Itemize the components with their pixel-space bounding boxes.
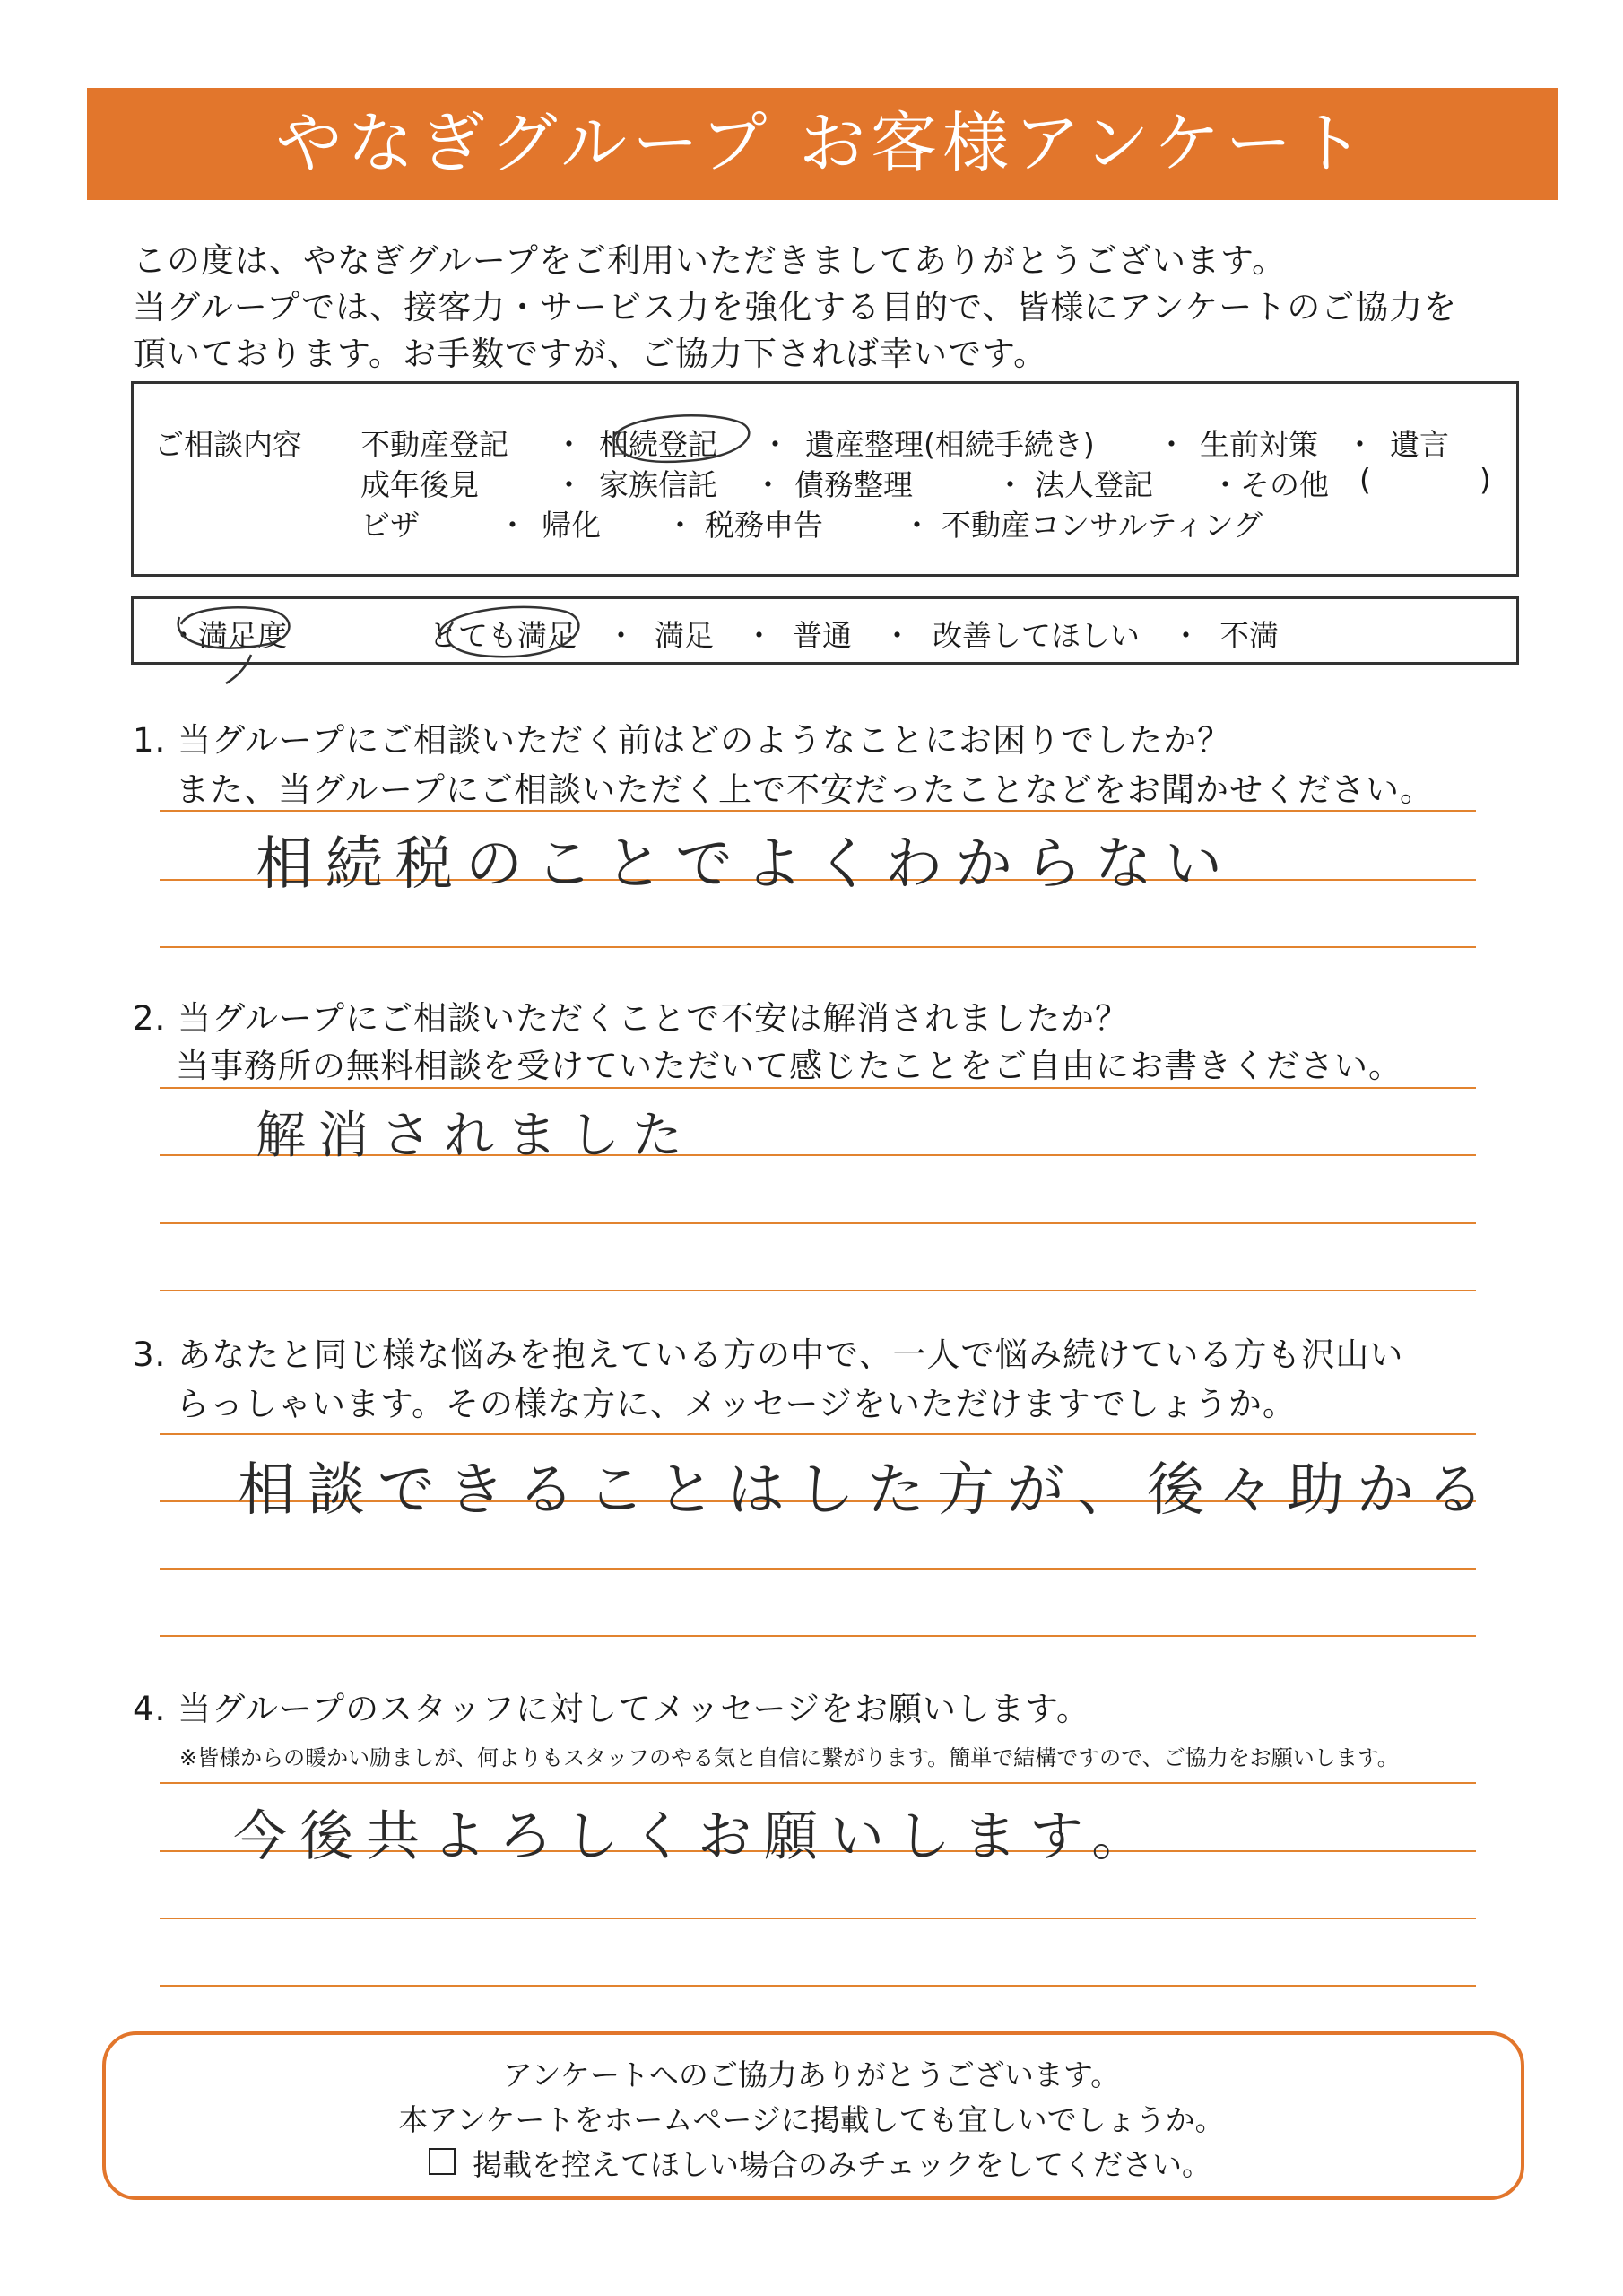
footer-permission-question: 本アンケートをホームページに掲載しても宜しいでしょうか。 [398,2102,1225,2137]
answer-rule [160,946,1476,948]
answer-2-handwriting: 解消されました [256,1107,695,1165]
question-4-line-1: 4. 当グループのスタッフに対してメッセージをお願いします。 [133,1690,1090,1728]
opt-out-checkbox-label: 掲載を控えてほしい場合のみチェックをしてください。 [473,2147,1212,2182]
answer-rule [160,1568,1476,1570]
question-1-line-1: 1. 当グループにご相談いただく前はどのようなことにお困りでしたか？ [133,721,1232,760]
option-inheritance-registration[interactable]: 相続登記 [599,427,717,462]
option-real-estate-consulting[interactable]: 不動産コンサルティング [942,508,1263,543]
option-tax-filing[interactable]: 税務申告 [705,508,823,543]
answer-rule [160,1635,1476,1637]
answer-3-handwriting: 相談できることはした方が、後々助かる [238,1457,1497,1524]
option-real-estate-registration[interactable]: 不動産登記 [360,427,508,462]
selected-consultation-circle [587,402,767,474]
footer-thanks: アンケートへのご協力ありがとうございます。 [502,2057,1121,2092]
option-naturalization[interactable]: 帰化 [542,508,601,543]
intro-line-1: この度は、やなぎグループをご利用いただきましてありがとうございます。 [133,241,1287,280]
answer-rule [160,1222,1476,1224]
answer-rule [160,1433,1476,1435]
question-4-note: ※皆様からの暖かい励ましが、何よりもスタッフのやる気と自信に繋がります。簡単で結構ですので、ご協力をお願いします。 [179,1745,1399,1770]
option-debt-consolidation[interactable]: 債務整理 [794,467,913,502]
answer-rule [160,1087,1476,1089]
answer-rule [160,1918,1476,1919]
question-3-line-1: 3. あなたと同じ様な悩みを抱えている方の中で、一人で悩み続けている方も沢山い [133,1335,1404,1374]
opt-out-checkbox[interactable] [429,2148,456,2175]
satisfaction-label: ・満足度 [169,618,287,653]
answer-1-handwriting: 相続税のことでよくわからない [256,831,1235,898]
option-visa[interactable]: ビザ [360,508,420,543]
survey-title: やなぎグループ お客様アンケート [87,88,1558,200]
rating-dissatisfied[interactable]: 不満 [1219,618,1279,653]
intro-line-2: 当グループでは、接客力・サービス力を強化する目的で、皆様にアンケートのご協力を [133,288,1458,326]
question-3-line-2: らっしゃいます。その様な方に、メッセージをいただけますでしょうか。 [176,1385,1297,1423]
question-2-line-2: 当事務所の無料相談を受けていただいて感じたことをご自由にお書きください。 [176,1047,1402,1085]
option-family-trust[interactable]: 家族信託 [599,467,717,502]
option-will[interactable]: 遺言 [1390,427,1449,462]
answer-rule [160,1290,1476,1292]
rating-very-satisfied[interactable]: とても満足 [429,618,577,653]
rating-needs-improvement[interactable]: 改善してほしい [933,618,1140,653]
satisfaction-label-circle [161,599,305,689]
option-other[interactable]: ・その他 [1211,467,1329,502]
answer-4-handwriting: 今後共よろしくお願いします。 [233,1805,1159,1868]
consultation-label: ご相談内容 [154,427,302,462]
answer-rule [160,1985,1476,1987]
rating-satisfied[interactable]: 満足 [655,618,714,653]
question-2-line-1: 2. 当グループにご相談いただくことで不安は解消されましたか？ [133,999,1130,1038]
option-pre-death-planning[interactable]: 生前対策 [1200,427,1318,462]
option-adult-guardianship[interactable]: 成年後見 [360,467,479,502]
option-estate-settlement[interactable]: 遺産整理(相続手続き) [805,427,1095,462]
intro-line-3: 頂いております。お手数ですが、ご協力下されば幸いです。 [133,335,1048,373]
question-1-line-2: また、当グループにご相談いただく上で不安だったことなどをお聞かせください。 [176,770,1435,809]
selected-rating-circle [417,594,596,669]
option-corporate-registration[interactable]: 法人登記 [1035,467,1153,502]
answer-rule [160,810,1476,812]
rating-neutral[interactable]: 普通 [793,618,852,653]
answer-rule [160,1782,1476,1784]
